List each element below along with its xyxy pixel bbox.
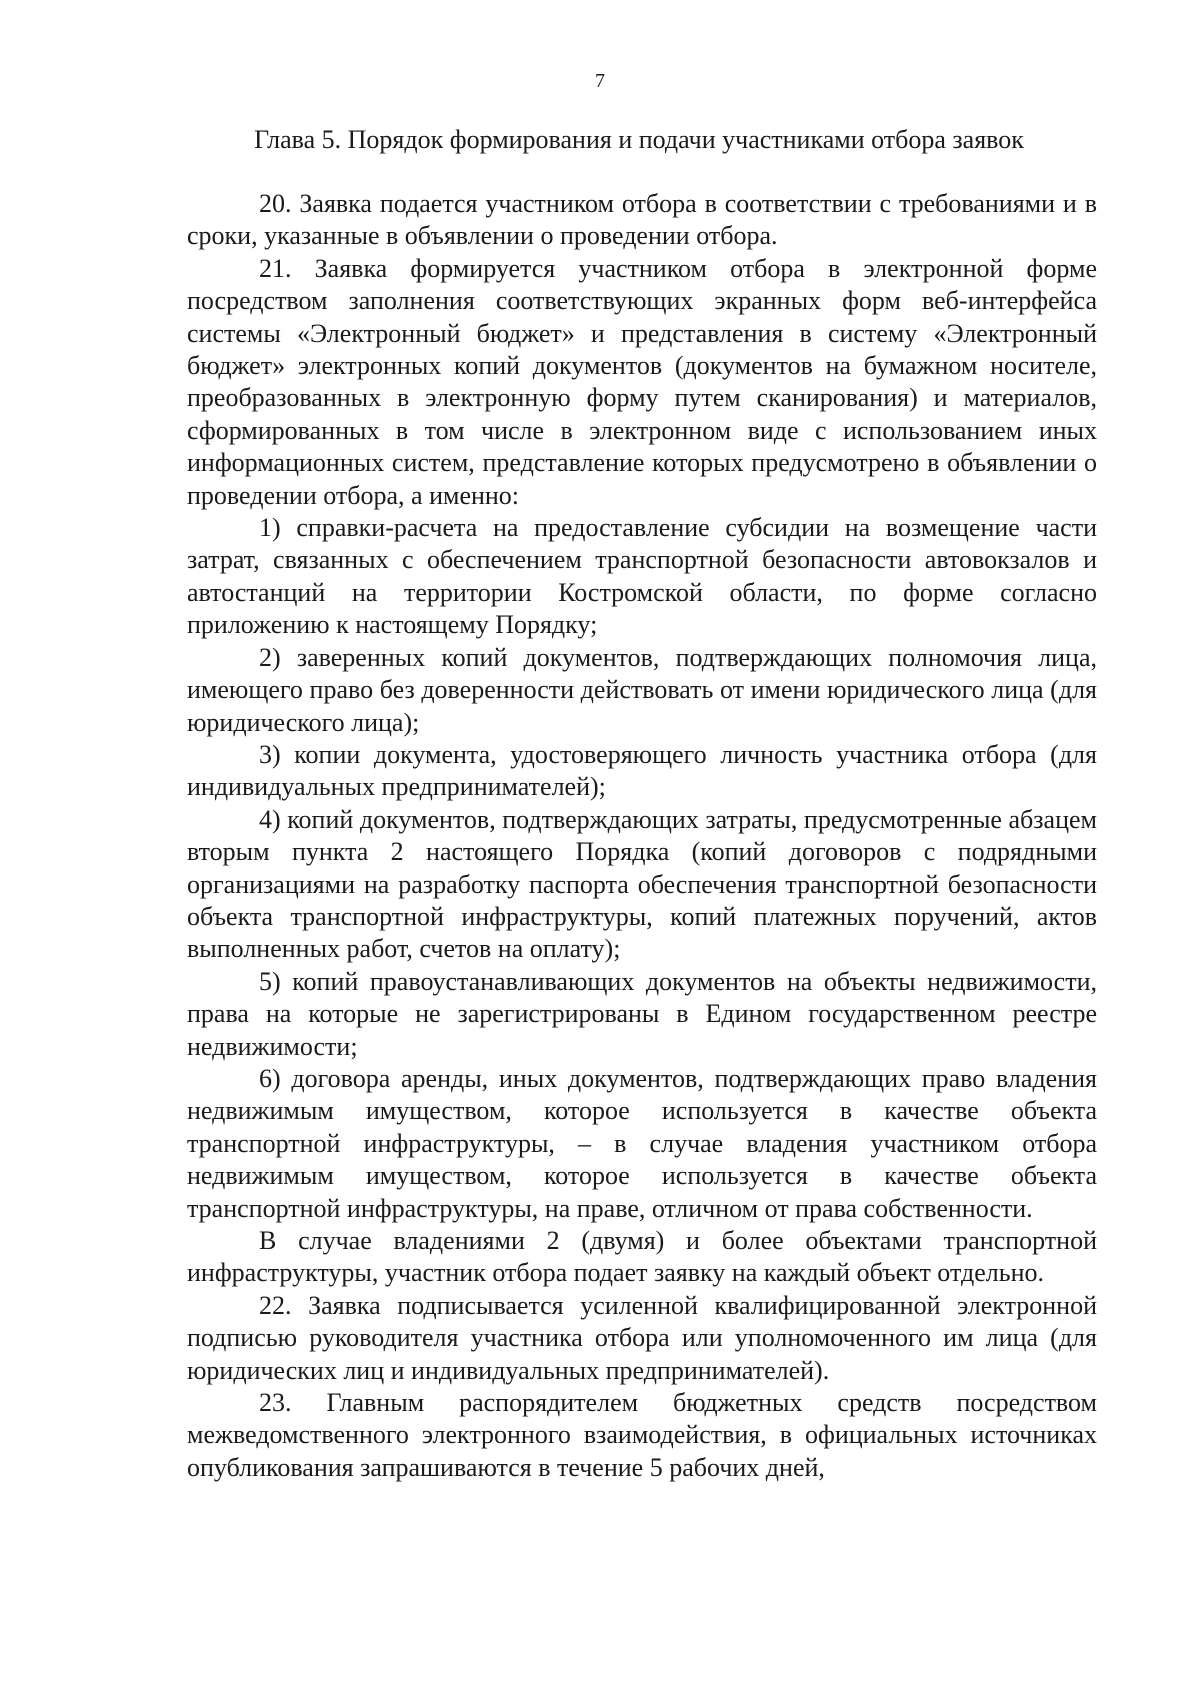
chapter-title: Глава 5. Порядок формирования и подачи участниками отбора заявок <box>254 125 1024 154</box>
paragraph-22: 22. Заявка подписывается усиленной квалифицированной электронной подписью руководителя участника отбора или уполномоченного им лица (для юридических лиц и индивидуальных предпринимателей). <box>187 1290 1097 1385</box>
paragraph-21: 21. Заявка формируется участником отбора в электронной форме посредством заполнения соответствующих экранных форм веб-интерфейса системы «Электронный бюджет» и представления в систему «Электронный бюджет» электронных копий документов (документов на бумажном носителе, преобразованных в электронную форму путем сканирования) и материалов, сформированных в том числе в электронном виде с использованием иных информационных систем, представление которых предусмотрено в объявлении о проведении отбора, а именно: <box>187 253 1097 510</box>
list-item-6: 6) договора аренды, иных документов, подтверждающих право владения недвижимым имуществом, которое используется в качестве объекта транспортной инфраструктуры, – в случае владения участником отбора недвижимым имуществом, которое используется в качестве объекта транспортной инфраструктуры, на праве, отличном от права собственности. <box>187 1063 1097 1223</box>
list-item-5: 5) копий правоустанавливающих документов на объекты недвижимости, права на которые не зарегистрированы в Едином государственном реестре недвижимости; <box>187 966 1097 1061</box>
document-body <box>187 188 1097 1484</box>
list-item-4: 4) копий документов, подтверждающих затраты, предусмотренные абзацем вторым пункта 2 настоящего Порядка (копий договоров с подрядными организациями на разработку паспорта обеспечения транспортной безопасности объекта транспортной инфраструктуры, копий платежных поручений, актов выполненных работ, счетов на оплату); <box>187 804 1097 964</box>
list-item-2: 2) заверенных копий документов, подтверждающих полномочия лица, имеющего право без доверенности действовать от имени юридического лица (для юридического лица); <box>187 642 1097 737</box>
page-number: 7 <box>595 70 605 92</box>
list-item-1: 1) справки-расчета на предоставление субсидии на возмещение части затрат, связанных с обеспечением транспортной безопасности автовокзалов и автостанций на территории Костромской области, по форме согласно приложению к настоящему Порядку; <box>187 513 1097 640</box>
paragraph-20: 20. Заявка подается участником отбора в соответствии с требованиями и в сроки, указанные в объявлении о проведении отбора. <box>187 189 1097 251</box>
paragraph-23: 23. Главным распорядителем бюджетных средств посредством межведомственного электронного взаимодействия, в официальных источниках опубликования запрашиваются в течение 5 рабочих дней, <box>187 1388 1097 1482</box>
paragraph-multiple-objects: В случае владениями 2 (двумя) и более объектами транспортной инфраструктуры, участник отбора подает заявку на каждый объект отдельно. <box>187 1226 1097 1288</box>
list-item-3: 3) копии документа, удостоверяющего личность участника отбора (для индивидуальных предпринимателей); <box>187 739 1097 802</box>
